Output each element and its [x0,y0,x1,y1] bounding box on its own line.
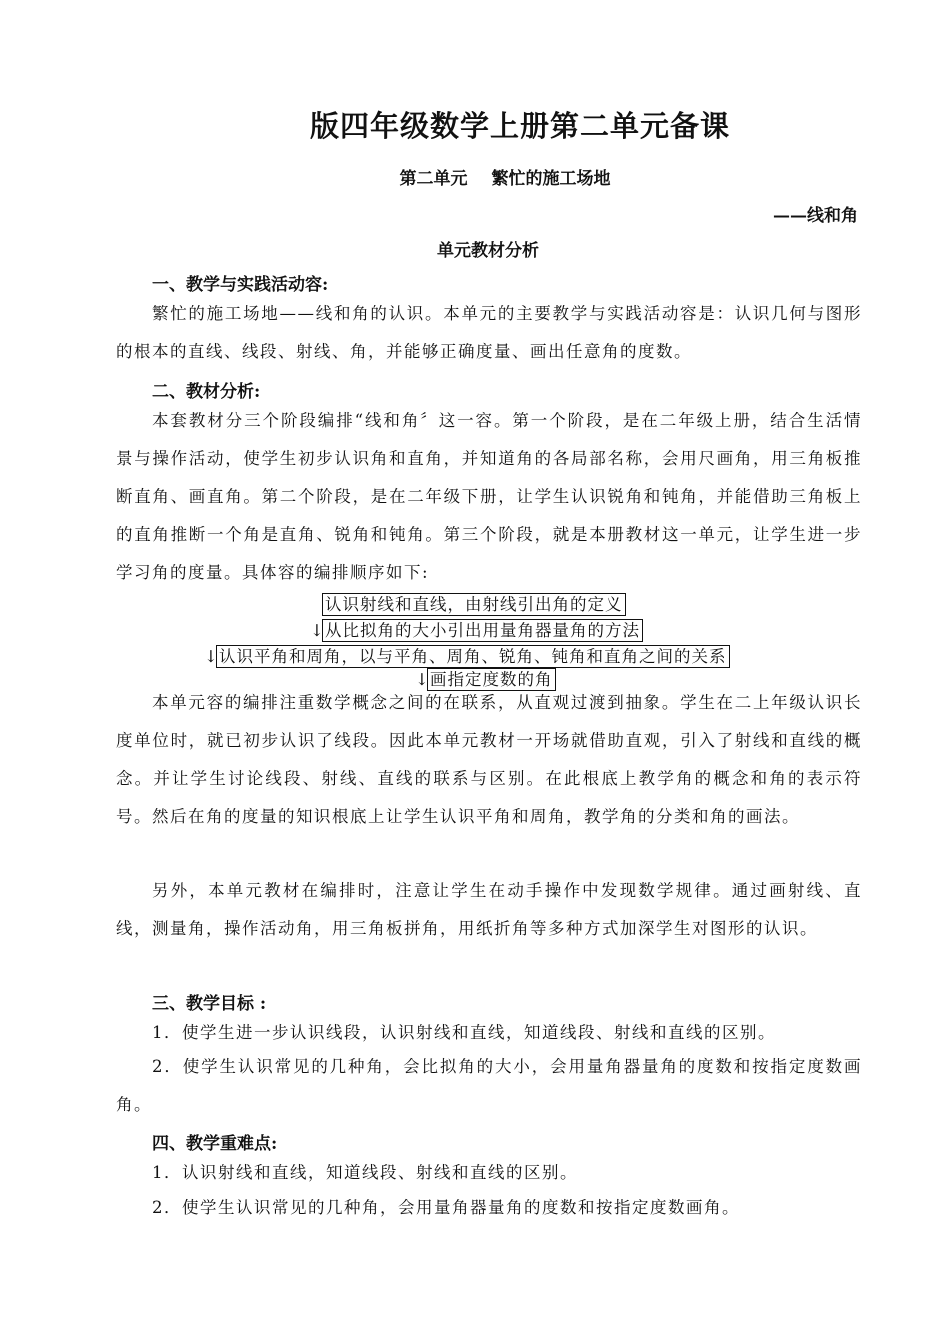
section-heading-1: 一、教学与实践活动容: [152,275,329,295]
flow-step-box: 从比拟角的大小引出用量角器量角的方法 [322,619,643,642]
objective-item-1: 1．使学生进一步认识线段，认识射线和直线，知道线段、射线和直线的区别。 [152,1023,776,1042]
analysis-title: 单元教材分析 [437,241,539,261]
section-heading-4: 四、教学重难点: [152,1134,278,1154]
down-arrow-icon: ↓ [204,647,219,666]
flow-step-2 [310,619,643,642]
key-point-item-2: 2．使学生认识常见的几种角，会用量角器量角的度数和按指定度数画角。 [152,1198,740,1217]
unit-name: 繁忙的施工场地 [491,169,611,189]
down-arrow-icon: ↓ [310,621,325,640]
section-1-paragraph: 繁忙的施工场地——线和角的认识。本单元的主要教学与实践活动容是：认识几何与图形的根本的直线、线段、射线、角，并能够正确度量、画出任意角的度数。 [116,304,862,361]
section-heading-2: 二、教材分析: [152,382,261,402]
section-2-paragraph-3: 另外，本单元教材在编排时，注意让学生在动手操作中发现数学规律。通过画射线、直线，测量角，操作活动角，用三角板拼角，用纸折角等多种方式加深学生对图形的认识。 [116,881,862,938]
unit-subtitle [0,164,950,189]
objective-item-2: 2．使学生认识常见的几种角，会比拟角的大小，会用量角器量角的度数和按指定度数画角。 [116,1057,862,1114]
key-point-item-1: 1．认识射线和直线，知道线段、射线和直线的区别。 [152,1163,578,1182]
flow-step-box: 画指定度数的角 [427,668,556,691]
unit-number: 第二单元 [399,169,468,189]
flow-step-box: 认识平角和周角，以与平角、周角、锐角、钝角和直角之间的关系 [216,645,730,668]
flow-step-box: 认识射线和直线，由射线引出角的定义 [322,593,626,616]
document-title: 版四年级数学上册第二单元备课 [309,109,730,143]
flow-step-3 [204,645,730,668]
down-arrow-icon: ↓ [415,670,430,689]
section-2-paragraph-2: 本单元容的编排注重数学概念之间的在联系，从直观过渡到抽象。学生在二上年级认识长度单位时，就已初步认识了线段。因此本单元教材一开场就借助直观，引入了射线和直线的概念。并让学生讨论线段、射线、直线的联系与区别。在此根底上教学角的概念和角的表示符号。然后在角的度量的知识根底上让学生认识平角和周角，教学角的分类和角的画法。 [116,693,862,826]
flow-step-1 [322,593,626,616]
section-heading-3: 三、教学目标 : [152,994,267,1014]
unit-topic: ——线和角 [773,206,858,226]
section-2-paragraph-1: 本套教材分三个阶段编排“线和角〞这一容。第一个阶段，是在二年级上册，结合生活情景与操作活动，使学生初步认识角和直角，并知道角的各局部名称，会用尺画角，用三角板推断直角、画直角。第二个阶段，是在二年级下册，让学生认识锐角和钝角，并能借助三角板上的直角推断一个角是直角、锐角和钝角。第三个阶段，就是本册教材这一单元，让学生进一步学习角的度量。具体容的编排顺序如下: [116,411,862,582]
